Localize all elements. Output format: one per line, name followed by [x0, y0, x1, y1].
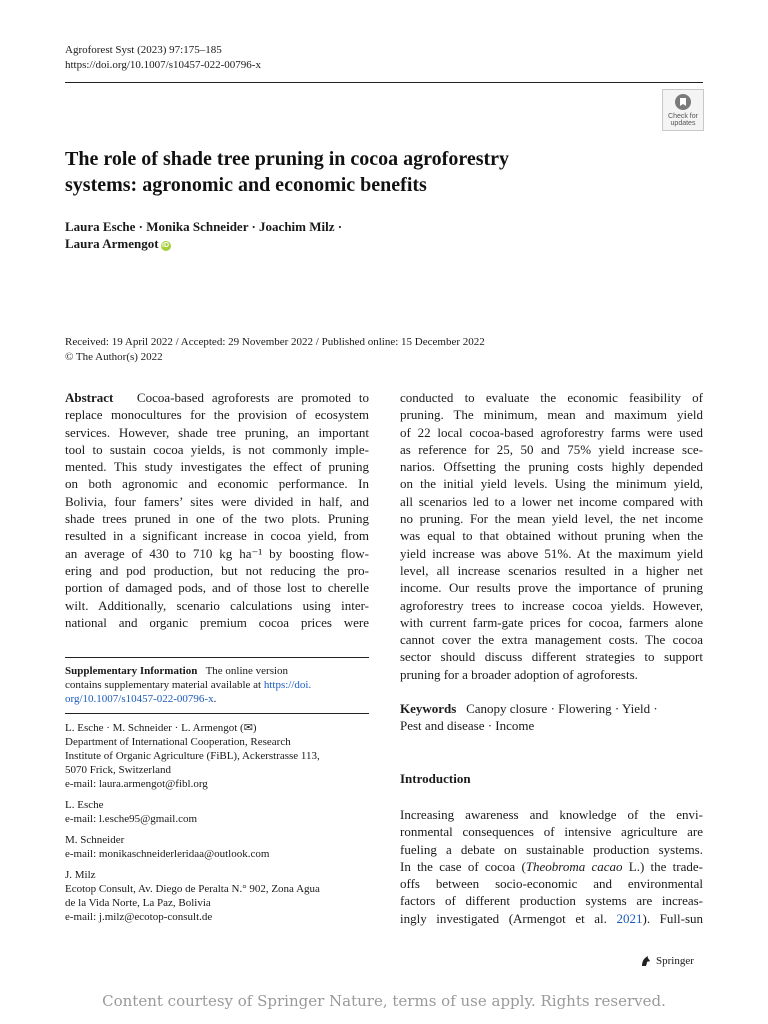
affiliation-block	[65, 721, 369, 791]
abstract-line: shade trees pruned in one of the two plots. Pruning	[65, 511, 369, 527]
abstract-line: income. Our results prove the importance of pruning	[400, 580, 703, 596]
affiliation-line: Ecotop Consult, Av. Diego de Peralta N.° 902, Zona Agua	[65, 883, 320, 895]
abstract-line: resulted in a significant increase in cocoa yield, from	[65, 528, 369, 544]
paper-title: The role of shade tree pruning in cocoa agroforestry systems: agronomic and economic benefits	[65, 148, 510, 196]
abstract-line: ering and pod production, but not reducing the pro-	[65, 562, 369, 578]
abstract-line: on both agronomic and economic performance. In	[65, 476, 369, 492]
abstract-line: conducted to evaluate the economic feasibility of	[400, 390, 703, 405]
springer-horse-icon	[640, 955, 652, 967]
affiliation-line: J. Milz	[65, 869, 96, 881]
affiliation-line: Institute of Organic Agriculture (FiBL), Ackerstrasse 113,	[65, 750, 320, 762]
affiliation-block	[65, 833, 369, 861]
bookmark-icon	[674, 93, 692, 111]
affiliation-block	[65, 798, 369, 826]
abstract-line: services. However, shade tree pruning, an important	[65, 424, 369, 440]
affiliations	[65, 721, 369, 931]
springer-logo: Springer	[640, 955, 694, 967]
header-rule	[65, 82, 703, 83]
introduction-text: Increasing awareness and knowledge of the envi- ronmental consequences of intensive agriculture are fueling a debate on sustainable production systems. In the case of cocoa (Theobroma cacao L.) the trade- offs between socio-economic and environmental factors of different production systems are increas- ingly investigated (Armengot et al. 2021). Full-sun	[400, 807, 704, 926]
abstract-line: narios. Offsetting the pruning costs highly depended	[400, 459, 703, 475]
abstract-line: mented. This study investigates the effect of pruning	[65, 459, 369, 475]
abstract-line: an average of 430 to 710 kg ha⁻¹ by boosting flow-	[65, 545, 369, 561]
affiliation-line: 5070 Frick, Switzerland	[65, 764, 172, 776]
doi-link[interactable]: https://doi.org/10.1007/s10457-022-00796-x	[65, 59, 261, 71]
abstract-line: pruning for a broader adoption of agroforests.	[400, 666, 638, 682]
abstract-line: national and organic premium cocoa prices were	[65, 614, 369, 630]
affiliation-line: L. Esche · M. Schneider · L. Armengot (✉)	[65, 722, 257, 734]
abstract-line: tool to sustain cocoa yields, is not commonly imple-	[65, 441, 369, 457]
abstract-line: sector should discuss different strategies to support	[400, 649, 703, 665]
abstract-line: portion of damaged pods, and of those lost to cherelle	[65, 580, 369, 596]
affiliation-line: Department of International Cooperation, Research	[65, 736, 291, 748]
abstract-line: on the initial yield levels. Using the minimum yield,	[400, 476, 703, 492]
abstract-line: agroforestry trees to increase cocoa yields. However,	[400, 597, 703, 613]
abstract-line: pruning. The minimum, mean and maximum yield	[400, 407, 703, 423]
affiliation-line: e-mail: l.esche95@gmail.com	[65, 813, 198, 825]
affiliation-line: e-mail: j.milz@ecotop-consult.de	[65, 911, 213, 923]
abstract-line: Bolivia, four famers’ sites were divided in half, and	[65, 493, 369, 509]
affiliation-block	[65, 868, 369, 924]
abstract-line: of 22 local cocoa-based agroforestry farms were used	[400, 424, 703, 440]
abstract-left-column	[65, 389, 369, 631]
supplementary-link-cont[interactable]: org/10.1007/s10457-022-00796-x	[65, 693, 214, 705]
abstract-line: yield increase was above 51%. At the maximum yield	[400, 545, 703, 561]
journal-citation: Agroforest Syst (2023) 97:175–185	[65, 44, 222, 56]
footnote-rule	[65, 657, 369, 658]
affiliation-line: e-mail: monikaschneiderleridaa@outlook.com	[65, 848, 270, 860]
abstract-line: as reference for 25, 50 and 75% yield increase sce-	[400, 441, 703, 457]
keywords: Keywords Canopy closure · Flowering · Yield · Pest and disease · Income	[400, 701, 658, 734]
abstract-line: cannot cover the extra management costs. The cocoa	[400, 632, 703, 648]
orcid-icon[interactable]: iD	[162, 242, 170, 249]
abstract-line: wilt. Additionally, scenario calculations using inter-	[65, 597, 369, 613]
abstract-right-column	[400, 389, 703, 683]
publication-dates: Received: 19 April 2022 / Accepted: 29 November 2022 / Published online: 15 December 2022 © The Author(s) 2022	[65, 336, 485, 363]
check-for-updates-badge[interactable]	[662, 89, 704, 131]
abstract-line: replace monocultures for the provision of ecosystem	[65, 407, 369, 423]
abstract-line: no pruning. For the mean yield level, the net income	[400, 511, 703, 527]
introduction-heading: Introduction	[400, 771, 471, 786]
affiliation-line: e-mail: laura.armengot@fibl.org	[65, 778, 208, 790]
abstract-line: with current farm-gate prices for cocoa, farmers alone	[400, 614, 703, 630]
abstract-line: was equal to that obtained without pruning when the	[400, 528, 703, 544]
citation-link[interactable]: 2021	[616, 910, 643, 926]
abstract-line: Abstract Cocoa-based agroforests are promoted to	[65, 390, 369, 405]
copyright-notice: Content courtesy of Springer Nature, terms of use apply. Rights reserved.	[102, 992, 666, 1010]
badge-label: Check for updates	[668, 113, 698, 127]
affiliation-line: M. Schneider	[65, 834, 125, 846]
affiliation-line: de la Vida Norte, La Paz, Bolivia	[65, 897, 211, 909]
abstract-line: all scenarios led to a lower net income compared with	[400, 493, 703, 509]
affiliation-line: L. Esche	[65, 799, 104, 811]
abstract-line: level, all increase scenarios resulted in a higher net	[400, 562, 703, 578]
author-list: Laura Esche · Monika Schneider · Joachim Milz · Laura Armengot iD	[65, 219, 343, 251]
supplementary-information: Supplementary Information The online version contains supplementary material available at https://doi. org/10.1007/s10457-022-00796-x.	[65, 665, 312, 705]
supplementary-link[interactable]: https://doi.	[263, 679, 312, 691]
affiliation-rule	[65, 713, 369, 714]
